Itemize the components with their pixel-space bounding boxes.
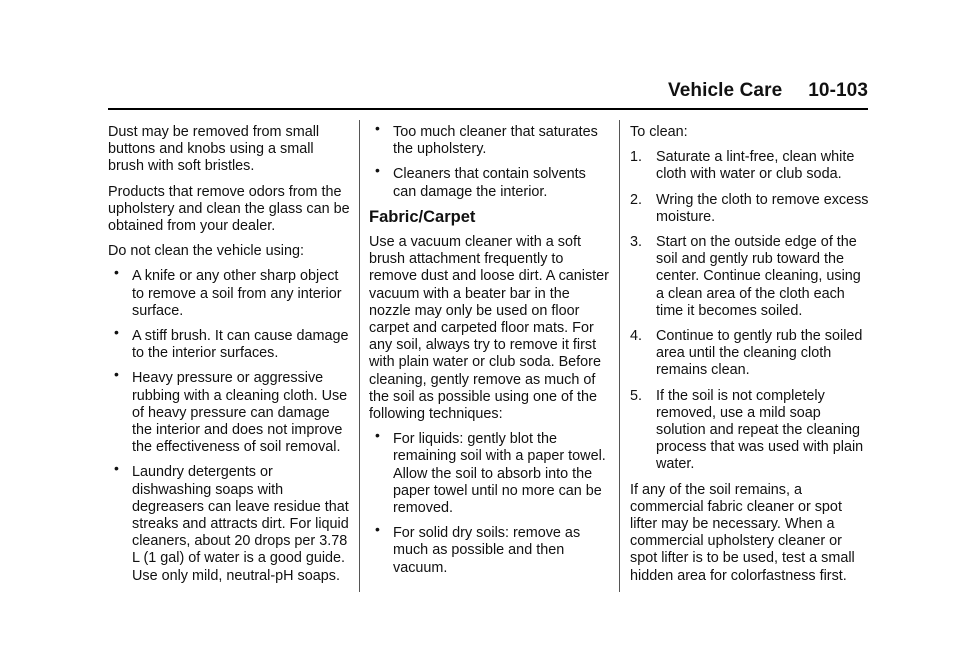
step-number: 1. [630,149,643,166]
step-text: Start on the outside edge of the soil and gently rub toward the center. Continue cleaning, using a clean area of the cloth each time it becomes soiled. [656,234,861,319]
list-item: • A stiff brush. It can cause damage to the interior surfaces. [108,328,352,362]
section-title: Vehicle Care [668,80,783,101]
list-item [630,192,870,226]
step-number: 4. [630,328,643,345]
paragraph: Use a vacuum cleaner with a soft brush attachment frequently to remove dust and loose dirt. A canister vacuum with a beater bar in the nozzle may only be used on floor carpet and carpeted floor mats. For any soil, always try to remove it first with plain water or club soda. Before cleaning, gently remove as much of the soil as possible using one of the following techniques: [369,234,609,423]
step-text: Saturate a lint-free, clean white cloth with water or club soda. [656,149,855,183]
paragraph: If any of the soil remains, a commercial fabric cleaner or spot lifter may be necessary. When a commercial upholstery cleaner or spot lifter is to be used, test a small hidden area for colorfastness first. [630,481,855,584]
column-3 [630,124,870,593]
list-item [630,234,870,320]
column-1 [108,124,352,593]
column-2 [369,124,609,585]
header-rule [108,108,868,110]
step-text: Continue to gently rub the soiled area until the cleaning cloth remains clean. [656,328,863,379]
list-item: • For solid dry soils: remove as much as possible and then vacuum. [369,525,609,577]
page-header [668,80,868,102]
step-text: If the soil is not completely removed, use a mild soap solution and repeat the cleaning process that was used with plain water. [656,387,864,473]
paragraph: Dust may be removed from small buttons and knobs using a small brush with soft bristles. [108,124,320,175]
numbered-list [630,149,870,473]
paragraph: Do not clean the vehicle using: [108,243,304,260]
page-number: 10-103 [808,80,868,101]
section-heading: Fabric/Carpet [369,207,476,226]
list-item [630,149,870,183]
paragraph: To clean: [630,124,688,140]
column-divider-2 [619,120,620,592]
list-item: • Too much cleaner that saturates the upholstery. [369,124,609,158]
list-item: • A knife or any other sharp object to remove a soil from any interior surface. [108,268,352,320]
column-divider-1 [359,120,360,592]
paragraph: Products that remove odors from the upholstery and clean the glass can be obtained from your dealer. [108,183,350,235]
bullet-list [108,268,352,584]
step-text: Wring the cloth to remove excess moisture. [656,191,869,225]
step-number: 3. [630,234,643,251]
list-item: • Heavy pressure or aggressive rubbing with a cleaning cloth. Use of heavy pressure can damage the interior and does not improve the effectiveness of soil removal. [108,370,352,456]
step-number: 2. [630,191,643,208]
list-item: • For liquids: gently blot the remaining soil with a paper towel. Allow the soil to absorb into the paper towel until no more can be removed. [369,431,609,517]
list-item [630,388,870,474]
bullet-list [369,124,609,201]
list-item: • Laundry detergents or dishwashing soaps with degreasers can leave residue that streaks and attracts dirt. For liquid cleaners, about 20 drops per 3.78 L (1 gal) of water is a good guide. Use only mild, neutral-pH soaps. [108,464,352,584]
step-number: 5. [630,387,643,404]
list-item [630,328,870,380]
bullet-list [369,431,609,577]
list-item: • Cleaners that contain solvents can damage the interior. [369,166,609,200]
